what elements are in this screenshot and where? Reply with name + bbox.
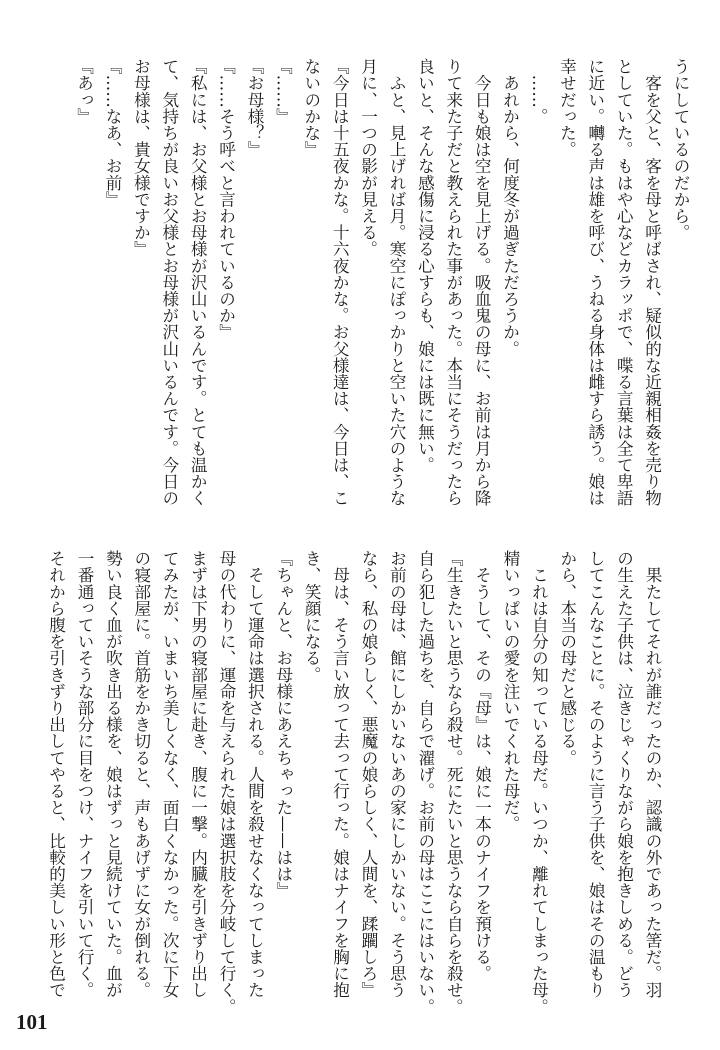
text-column: 客を父と、客を母と呼ばされ、疑似的な近親相姦を売り物	[642, 58, 662, 507]
text-column: てみたが、いまいち美しくなく、面白くなかった。次に下女	[160, 550, 180, 999]
text-column: 自ら犯した過ちを、自らで濯げ。お前の母はここにはいない。	[415, 550, 435, 1015]
text-column: て、気持ちが良いお父様とお母様が沢山いるんです。今日の	[159, 58, 179, 507]
text-column: 母は、そう言い放って去って行った。娘はナイフを胸に抱	[330, 550, 350, 999]
text-column: 勢い良く血が吹き出る様を、娘はずっと見続けていた。血が	[103, 550, 123, 999]
text-column: してこんなことに。そのように言う子供を、娘はその温もり	[586, 550, 606, 999]
text-column: それから腹を引きずり出してやると、比較的美しい形と色で	[46, 550, 66, 999]
text-column: お母様は、貴女様ですか』	[131, 58, 151, 258]
text-column: まずは下男の寝部屋に赴き、腹に一撃。内臓を引きずり出し	[188, 550, 208, 999]
text-column: 『……そう呼べと言われているのか』	[216, 58, 236, 341]
text-column: りて来た子だと教えられた事があった。本当にそうだったら	[443, 58, 463, 507]
text-column: 一番通っていそうな部分に目をつけ、ナイフを引いて行く。	[75, 550, 94, 999]
text-column: ふと、見上げれば月。寒空にぽっかりと空いた穴のような	[387, 58, 406, 507]
text-column: お前の母は、館にしかいないあの家にしかいない。そう思う	[387, 550, 407, 999]
text-column: 月に、一つの影が見える。	[358, 58, 378, 258]
text-column: 『ちゃんと、お母様にあえちゃった——はは』	[273, 550, 293, 899]
text-column: ないのかな』	[301, 58, 321, 158]
text-column: 『……』	[273, 58, 293, 125]
text-column: から、本当の母だと感じる。	[557, 550, 577, 766]
text-column: 今日も娘は空を見上げる。吸血鬼の母に、お前は月から降	[472, 58, 492, 507]
text-column: 良いと、そんな感傷に浸る心すらも、娘には既に無い。	[415, 58, 435, 473]
text-column: の生えた子供は、泣きじゃくりながら娘を抱きしめる。どう	[614, 550, 634, 999]
text-column: ……。	[529, 58, 548, 125]
text-column: これは自分の知っている母だ。いつか、離れてしまった母。	[529, 550, 549, 1015]
text-column: 幸せだった。	[557, 58, 577, 158]
upper-text-block	[0, 58, 720, 518]
text-column: き、笑顔になる。	[302, 550, 322, 683]
text-column: あれから、何度冬が過ぎただろうか。	[500, 58, 520, 357]
text-column: 母の代わりに、運命を与えられた娘は選択肢を分岐して行く。	[217, 550, 236, 1015]
text-column: としていた。もはや心などカラッポで、喋る言葉は全て卑語	[614, 58, 634, 507]
text-column: 精いっぱいの愛を注いでくれた母だ。	[501, 550, 520, 833]
text-column: 『生きたいと思うなら殺せ。死にたいと思うなら自らを殺せ。	[444, 550, 464, 1015]
text-column: そうして、その『母』は、娘に一本のナイフを預ける。	[472, 550, 492, 982]
text-column: そして運命は選択される。人間を殺せなくなってしまった	[245, 550, 265, 999]
text-column: 『私には、お父様とお母様が沢山いるんです。とても温かく	[188, 58, 208, 507]
text-column: に近い。囀る声は雄を呼び、うねる身体は雌すら誘う。娘は	[585, 58, 605, 507]
text-column: うにしているのだから。	[671, 58, 690, 241]
text-column: の寝部屋に。首筋をかき切ると、声もあげずに女が倒れる。	[131, 550, 151, 999]
lower-text-block	[0, 550, 720, 1015]
text-column: 『……なあ、お前』	[103, 58, 122, 208]
text-column: 『あっ』	[74, 58, 94, 125]
text-column: 果たしてそれが誰だったのか、認識の外であった筈だ。羽	[643, 550, 662, 999]
page-number: 101	[16, 1010, 48, 1034]
text-column: なら、私の娘らしく、悪魔の娘らしく、人間を、蹂躙しろ』	[359, 550, 378, 999]
text-column: 『お母様？』	[245, 58, 264, 158]
text-column: 『今日は十五夜かな。十六夜かな。お父様達は、今日は、こ	[330, 58, 350, 507]
